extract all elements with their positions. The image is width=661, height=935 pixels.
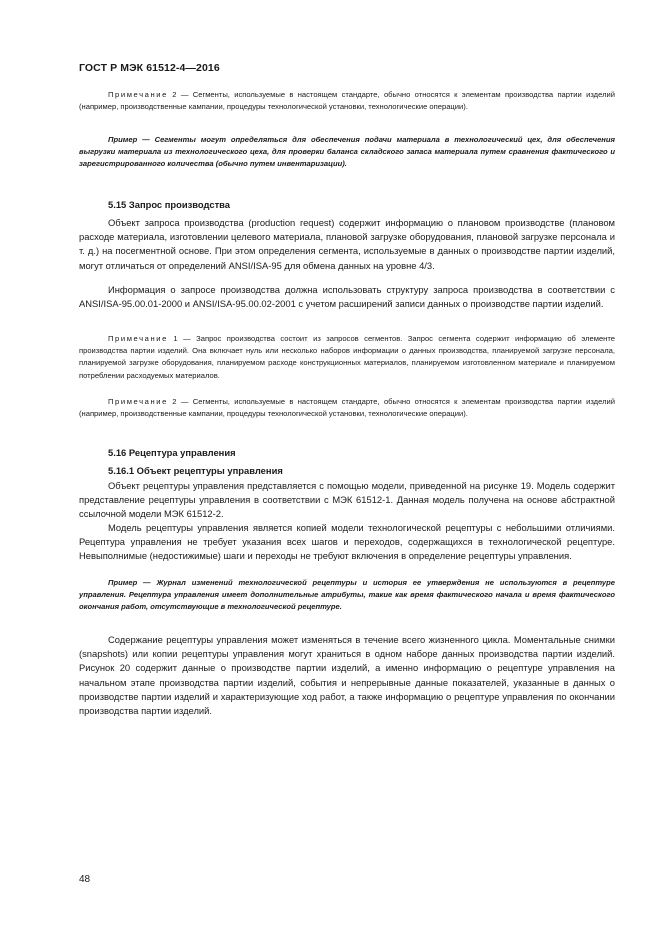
example-label: Пример — <box>108 135 150 144</box>
example-text: Сегменты могут определяться для обеспечения подачи материала в технологический цех, для обеспечения выгрузки материала из технологического цеха, для проверки баланса складского запаса материала путем сравнения фактического и зарегистрированного количества (обычно путем инвентаризации). <box>79 135 615 169</box>
note-text: 1 — Запрос производства состоит из запросов сегментов. Запрос сегмента содержит информацию об элементе производства партии изделий. Она включает нуль или несколько наборов информации о данных производства, планируемой загрузке персонала, планируемой загрузке оборудования, планируемом расходе конструкционных материалов, планируемом изготовленном материале и планируемом потреблении расходуемых материалов. <box>79 334 615 380</box>
section-heading-5-16: 5.16 Рецептура управления <box>108 447 236 458</box>
page-header: ГОСТ Р МЭК 61512-4—2016 <box>79 62 220 74</box>
note-2-segments <box>79 89 615 113</box>
section-heading-5-15: 5.15 Запрос производства <box>108 199 231 210</box>
example-text: Журнал изменений технологической рецептуры и история ее утверждения не используются в рецептуре управления. Рецептура управления имеет дополнительные атрибуты, такие как время фактического начала и время фактического окончания работ, отсутствующие в технологической рецептуре. <box>79 578 616 612</box>
note-label: Примечание <box>108 397 168 406</box>
paragraph-control-recipe-model: Модель рецептуры управления является копией модели технологической рецептуры с небольшими отличиями. Рецептура управления не требует указания всех шагов и переходов, содержащихся в технологической рецептуре. Невыполнимые (недостижимые) шаги и переходы не требуют включения в определение рецептуры управления. <box>79 522 615 562</box>
example-segments <box>79 134 615 171</box>
paragraph-control-recipe-content: Содержание рецептуры управления может изменяться в течение всего жизненного цикла. Моментальные снимки (snapshots) или копии рецептуры управления могут храниться в одном наборе данных производства партии изделий. Рисунок 20 содержит данные о производстве партии изделий, а именно информацию о рецептуре управления на начальном этапе производства партии изделий, события и непрерывные данные показателей, указанные в данных о производстве партии изделий и характеризующие ход работ, а также информацию о рецептуре управления по окончании производства партии изделий. <box>79 634 615 717</box>
paragraph-request-structure: Информация о запросе производства должна использовать структуру запроса производства в соответствии с ANSI/ISA-95.00.01-2000 и ANSI/ISA-95.00.02-2001 с учетом расширений записи данных о производстве партии изделий. <box>79 284 615 310</box>
subsection-heading-5-16-1: 5.16.1 Объект рецептуры управления <box>108 465 283 476</box>
note-label: Примечание <box>108 90 168 99</box>
paragraph-production-request: Объект запроса производства (production request) содержит информацию о плановом производстве (плановом расходе материала, изготовлении целевого материала, плановой загрузке оборудования, плановой загрузке персонала и т. д.) на посегментной основе. При этом определения сегмента, используемые в данных о производстве партии изделий, могут отличаться от определений ANSI/ISA-95 для обмена данных на уровне 4/3. <box>79 217 615 271</box>
note-label: Примечание <box>108 334 168 343</box>
example-label: Пример — <box>108 578 151 587</box>
note-1-request <box>79 333 615 382</box>
note-text: 2 — Сегменты, используемые в настоящем стандарте, обычно относятся к элементам производства партии изделий (например, производственные кампании, процедуры технологической установки, технологические операции). <box>79 90 615 112</box>
page-number: 48 <box>79 874 91 885</box>
note-2-segments-repeat <box>79 396 615 420</box>
paragraph-control-recipe-object: Объект рецептуры управления представляется с помощью модели, приведенной на рисунке 19. Модель содержит представление рецептуры управления в соответствии с МЭК 61512-1. Данная модель получена на основе абстрактной ссылочной модели МЭК 61512-2. <box>79 480 615 520</box>
note-text: 2 — Сегменты, используемые в настоящем стандарте, обычно относятся к элементам производства партии изделий (например, производственные кампании, процедуры технологической установки, технологические операции). <box>79 397 615 419</box>
example-change-journal <box>79 577 615 614</box>
